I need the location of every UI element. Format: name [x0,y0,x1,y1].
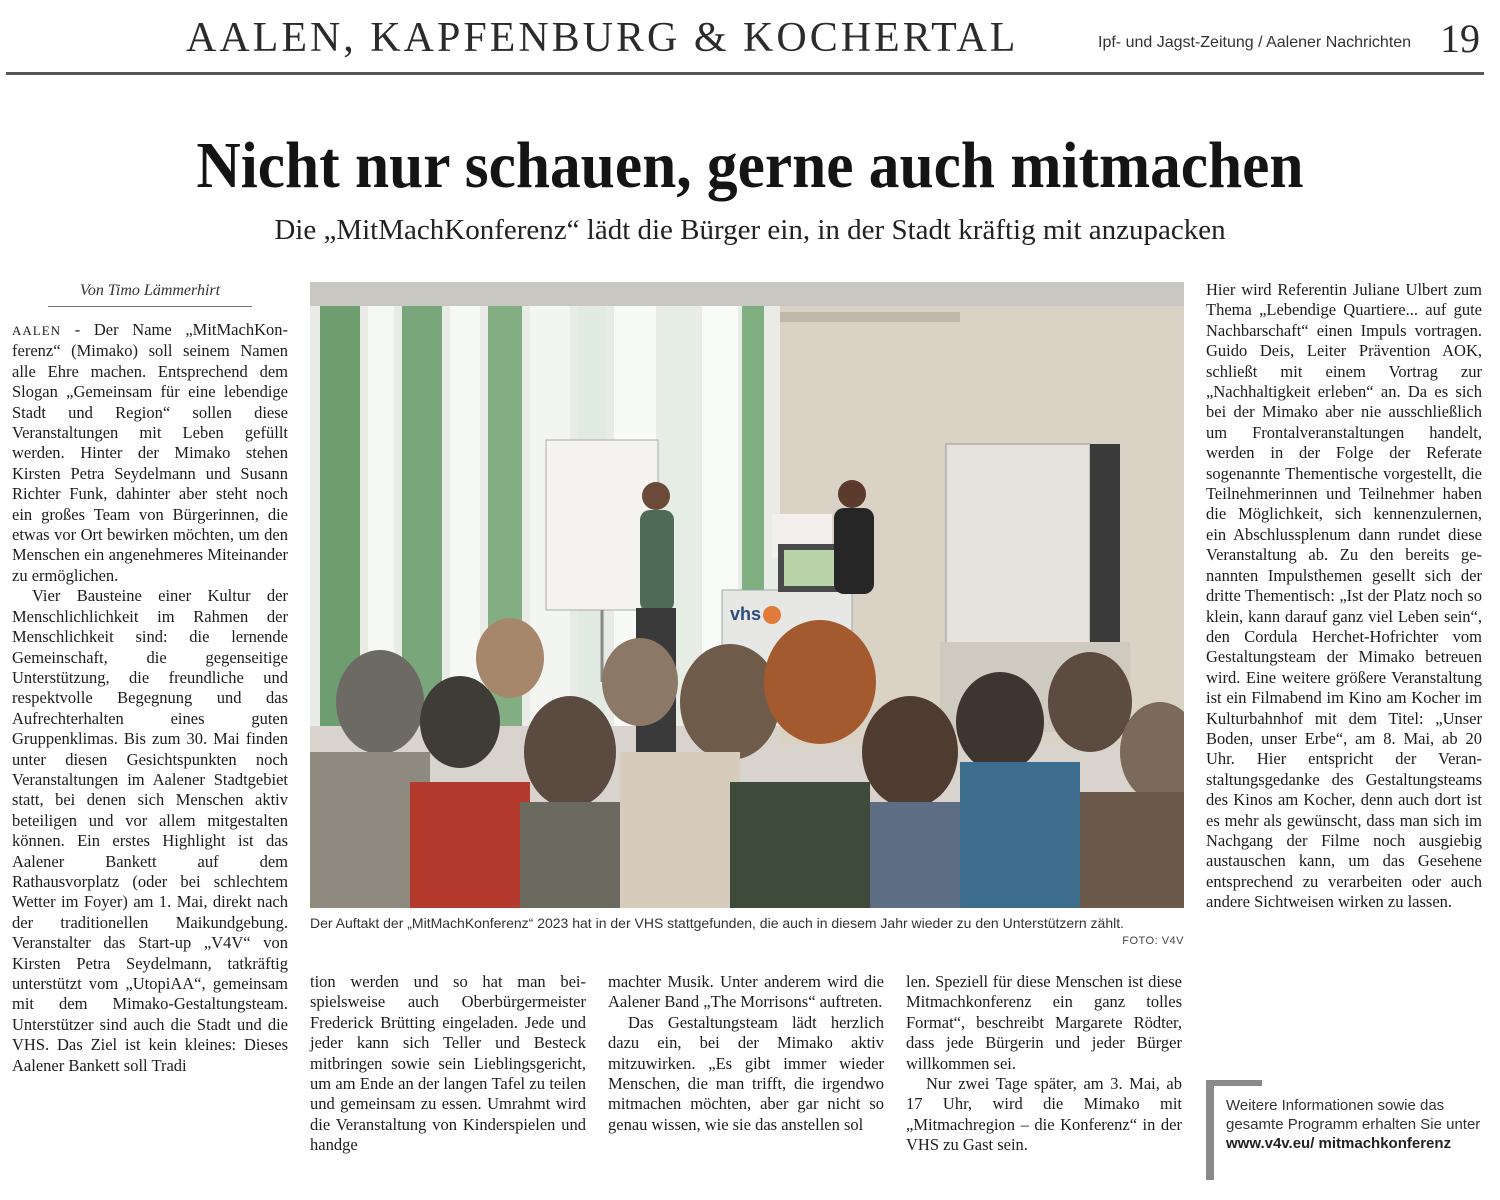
paragraph: len. Speziell für diese Menschen ist diese Mitmachkonferenz ein ganz tolles Format“, beschreibt Margarete Rödter, dass jede Bürgerin und jeder Bürger willkommen sei. [906,972,1182,1073]
paragraph [12,320,288,586]
paragraph: Vier Bausteine einer Kultur der Menschlichlichkeit im Rahmen der Menschlichkeit sind: die lernende Gemeinschaft, die gegenseitige Unterstützung, die freundliche und respektvolle Begegnung und das Aufrechterhalten eines guten Gruppenklimas. Bis zum 30. Mai finden unter diesen Gesichtspunkten noch Veranstaltungen im Aalener Stadtgebiet statt, bei denen sich Menschen aktiv beteiligen und vor allem mitgestalten können. Ein erstes Highlight ist das Aalener Bankett auf dem Rathausvorplatz (oder bei schlechtem Wetter im Foyer) am 1. Mai, direkt nach der traditionellen Maikundgebung. Veranstalter das Start-up „V4V“ von Kirsten Petra Seydelmann, tatkräftig unterstützt vom „UtopiAA“, gemeinsam mit dem Mimako-Gestaltungsteam. Unterstützer sind auch die Stadt und die VHS. Das Ziel ist kein kleines: Dieses Aalener Bankett soll Tradi [12,586,288,1075]
page-number: 19 [1440,16,1480,61]
paragraph-text: - Der Name „MitMachKonferenz“ (Mimako) soll seinem Namen alle Ehre machen. Entsprechend dem Slogan „Gemeinsam für eine lebendige Stadt und Region“ sollen diese Veranstaltungen mit Leben gefüllt werden. Hinter der Mimako stehen Kirsten Petra Seydelmann und Susann Richter Funk, dahinter aber steht noch ein großes Team von Bürgerinnen, die etwas vor Ort bewirken möchten, um den Menschen ein angenehmeres Miteinander zu ermöglichen. [12,320,288,585]
dateline: AALEN [12,323,62,338]
podium-logo-text: vhs [730,604,762,624]
article-headline: Nicht nur schauen, gerne auch mitmachen [196,129,1304,202]
section-title: AALEN, KAPFENBURG & KOCHERTAL [186,15,1019,61]
article-column-5 [1206,280,1482,913]
paragraph: machter Musik. Unter anderem wird die Aalener Band „The Morrisons“ auftreten. [608,972,884,1012]
info-box-bar [1206,1080,1214,1180]
info-box-bar-top [1206,1080,1262,1086]
paragraph: Nur zwei Tage später, am 3. Mai, ab 17 Uhr, wird die Mimako mit „Mitmachregion – die Konferenz“ in der VHS zu Gast sein. [906,1074,1182,1155]
photo-caption: Der Auftakt der „MitMachKonferenz“ 2023 hat in der VHS stattgefunden, die auch in diesem Jahr wieder zu den Unterstützern zählt. [310,915,1124,931]
article-column-1 [12,320,288,1076]
masthead-rule [6,72,1484,75]
article-photo [310,282,1184,908]
article-subheadline: Die „MitMachKonferenz“ lädt die Bürger ein, in der Stadt kräftig mit anzupacken [274,214,1226,246]
byline: Von Timo Lämmerhirt [79,282,221,299]
paragraph: Das Gestaltungsteam lädt herzlich dazu ein, bei der Mimako aktiv mitzuwirken. „Es gibt immer wieder Menschen, die man trifft, die irgendwo mitmachen möchten, aber gar nicht so genau wissen, wie sie das anstellen sol [608,1012,884,1134]
article-column-3 [608,972,884,1135]
info-text: Weitere Informationen sowie das gesamte Programm erhalten Sie unter [1226,1097,1481,1133]
article-column-2 [310,972,586,1156]
info-link[interactable]: www.v4v.eu/ mitmachkonferenz [1226,1135,1452,1152]
byline-rule [48,306,252,307]
photo-credit: FOTO: V4V [1122,935,1184,947]
article-column-4 [906,972,1182,1156]
newspaper-name: Ipf- und Jagst-Zeitung / Aalener Nachrichten [1098,34,1412,51]
info-box [1206,1080,1486,1180]
paragraph: tion werden und so hat man beispielsweise auch Oberbürgermeister Frederick Brütting eingeladen. Jede und jeder kann sich Teller und Besteck mitbringen sowie sein Lieblingsgericht, um am Ende an der langen Tafel zu teilen und gemeinsam zu essen. Umrahmt wird die Veranstaltung von Kinderspielen und handge [310,972,586,1155]
paragraph: Hier wird Referentin Juliane Ulbert zum Thema „Lebendige Quartiere... auf gute Nachbarschaft“ einen Impuls vortragen. Guido Deis, Leiter Prävention AOK, schließt mit einem Vortrag zur „Nachhaltigkeit erleben“ an. Da es sich bei der Mimako aber nie ausschließlich um Frontalveranstaltungen handelt, werden in der Folge der Referate sogenannte Thementische vorgestellt, die Teilnehmerinnen und Teilnehmer haben die Möglichkeit, sich kennenzulernen, ein Abschlussplenum dann rundet diese Veranstaltung ab. Zu den bereits genannten Impulsthemen gesellt sich der dritte Thementisch: „Ist der Platz noch so klein, kann darauf ganz viel Leben sein“, den Cordula Herchet-Hofrichter vom Gestaltungsteam der Mimako betreuen wird. Eine weitere größere Veranstaltung ist ein Filmabend im Kino am Kocher im Kulturbahnhof mit dem Titel: „Unser Boden, unser Erbe“, am 8. Mai, ab 20 Uhr. Hier entspricht der Veranstaltungsgedanke des Gestaltungsteams des Kinos am Kocher, denn auch dort ist es mehr als gewünscht, dass man sich im Nachgang der Filme noch ausgiebig austauschen kann, um das Gesehene entsprechend zu verarbeiten oder auch andere Sichtweisen wirken zu lassen. [1206,280,1482,912]
info-box-text [1226,1096,1486,1153]
